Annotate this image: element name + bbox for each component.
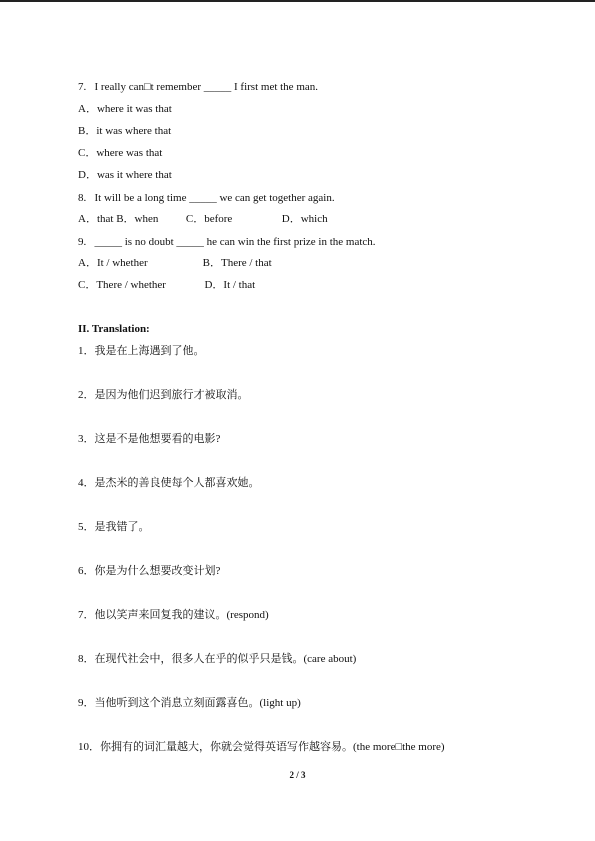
translation-item: 5．是我错了。 xyxy=(78,521,150,533)
question-7-stem: 7. I really can□t remember _____ I first met the man. xyxy=(78,81,319,93)
translation-item: 4．是杰米的善良使每个人都喜欢她。 xyxy=(78,477,260,489)
translation-heading: II. Translation: xyxy=(78,323,150,335)
translation-item: 9．当他听到这个消息立刻面露喜色。(light up) xyxy=(78,697,301,709)
translation-item: 8．在现代社会中，很多人在乎的似乎只是钱。(care about) xyxy=(78,653,357,665)
question-7-option-c: C．where was that xyxy=(78,147,163,159)
question-9-options-row-1: A．It / whether B．There / that xyxy=(78,257,272,269)
question-7-option-a: A．where it was that xyxy=(78,103,172,115)
question-9-stem: 9. _____ is no doubt _____ he can win the first prize in the match. xyxy=(78,236,376,248)
question-8-stem: 8. It will be a long time _____ we can get together again. xyxy=(78,192,335,204)
page-number: 2 / 3 xyxy=(289,770,306,780)
translation-item: 10．你拥有的词汇量越大，你就会觉得英语写作越容易。(the more□the more) xyxy=(78,741,445,753)
translation-item: 6．你是为什么想要改变计划? xyxy=(78,565,221,577)
question-8-options: A．that B．when C．before D．which xyxy=(78,213,328,225)
translation-item: 7．他以笑声来回复我的建议。(respond) xyxy=(78,609,269,621)
question-7-option-d: D．was it where that xyxy=(78,169,172,181)
translation-item: 1．我是在上海遇到了他。 xyxy=(78,345,205,357)
question-9-options-row-2: C．There / whether D．It / that xyxy=(78,279,256,291)
question-7-option-b: B．it was where that xyxy=(78,125,172,137)
translation-item: 2．是因为他们迟到旅行才被取消。 xyxy=(78,389,249,401)
translation-item: 3．这是不是他想要看的电影? xyxy=(78,433,221,445)
page-top-border xyxy=(0,0,595,2)
